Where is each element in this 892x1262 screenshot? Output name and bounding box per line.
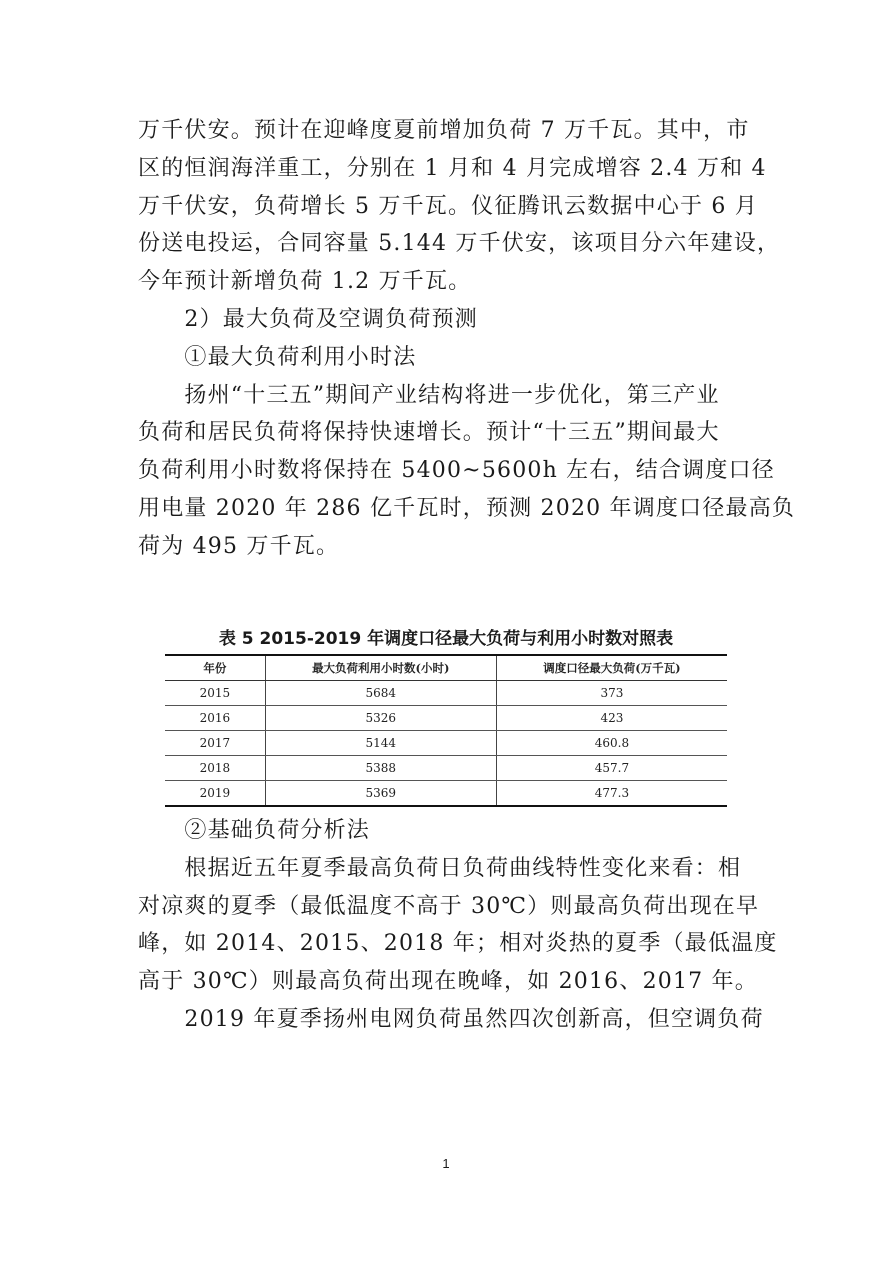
subheading-load-forecast: 2）最大负荷及空调负荷预测 xyxy=(138,306,478,332)
text-line: 万千伏安，负荷增长 5 万千瓦。仪征腾讯云数据中心于 6 月 xyxy=(138,193,758,219)
text-line: 区的恒润海洋重工，分别在 1 月和 4 月完成增容 2.4 万和 4 xyxy=(138,155,767,181)
cell-load: 460.8 xyxy=(496,731,727,756)
cell-year: 2016 xyxy=(165,706,265,731)
text-line: 2019 年夏季扬州电网负荷虽然四次创新高，但空调负荷 xyxy=(138,1006,764,1032)
text-line: 峰，如 2014、2015、2018 年；相对炎热的夏季（最低温度 xyxy=(138,931,778,957)
header-year: 年份 xyxy=(165,655,265,681)
text-line: 用电量 2020 年 286 亿千瓦时，预测 2020 年调度口径最高负 xyxy=(138,495,796,521)
text-line: 根据近五年夏季最高负荷日负荷曲线特性变化来看：相 xyxy=(138,855,742,881)
cell-year: 2017 xyxy=(165,731,265,756)
cell-year: 2018 xyxy=(165,756,265,781)
text-line: 对凉爽的夏季（最低温度不高于 30℃）则最高负荷出现在早 xyxy=(138,893,760,919)
load-utilization-table xyxy=(165,654,727,807)
page-number: 1 xyxy=(442,1156,450,1171)
text-line: 今年预计新增负荷 1.2 万千瓦。 xyxy=(138,269,472,295)
cell-load: 423 xyxy=(496,706,727,731)
cell-hours: 5144 xyxy=(265,731,496,756)
text-line: 负荷利用小时数将保持在 5400~5600h 左右，结合调度口径 xyxy=(138,458,775,484)
text-line: 扬州“十三五”期间产业结构将进一步优化，第三产业 xyxy=(138,382,720,408)
text-line: 负荷和居民负荷将保持快速增长。预计“十三五”期间最大 xyxy=(138,420,720,446)
body-text-lower xyxy=(138,812,778,1039)
cell-year: 2019 xyxy=(165,781,265,807)
subheading-base-load-method: ②基础负荷分析法 xyxy=(138,818,371,843)
table-row xyxy=(165,731,727,756)
cell-load: 477.3 xyxy=(496,781,727,807)
cell-load: 457.7 xyxy=(496,756,727,781)
table-header-row xyxy=(165,655,727,681)
table-row xyxy=(165,781,727,807)
header-utilization-hours: 最大负荷利用小时数(小时) xyxy=(265,655,496,681)
text-line: 份送电投运，合同容量 5.144 万千伏安，该项目分六年建设， xyxy=(138,231,781,257)
cell-hours: 5388 xyxy=(265,756,496,781)
table-row xyxy=(165,706,727,731)
header-max-load: 调度口径最大负荷(万千瓦) xyxy=(496,655,727,681)
body-text-upper xyxy=(138,112,796,566)
cell-year: 2015 xyxy=(165,681,265,706)
table-row xyxy=(165,756,727,781)
table-row xyxy=(165,681,727,706)
text-line: 高于 30℃）则最高负荷出现在晚峰，如 2016、2017 年。 xyxy=(138,969,758,995)
table-caption: 表 5 2015-2019 年调度口径最大负荷与利用小时数对照表 xyxy=(218,629,674,649)
cell-hours: 5369 xyxy=(265,781,496,807)
cell-hours: 5326 xyxy=(265,706,496,731)
cell-load: 373 xyxy=(496,681,727,706)
text-line: 万千伏安。预计在迎峰度夏前增加负荷 7 万千瓦。其中，市 xyxy=(138,118,750,143)
subheading-utilization-hours-method: ①最大负荷利用小时法 xyxy=(138,344,417,370)
cell-hours: 5684 xyxy=(265,681,496,706)
text-line: 荷为 495 万千瓦。 xyxy=(138,533,340,559)
